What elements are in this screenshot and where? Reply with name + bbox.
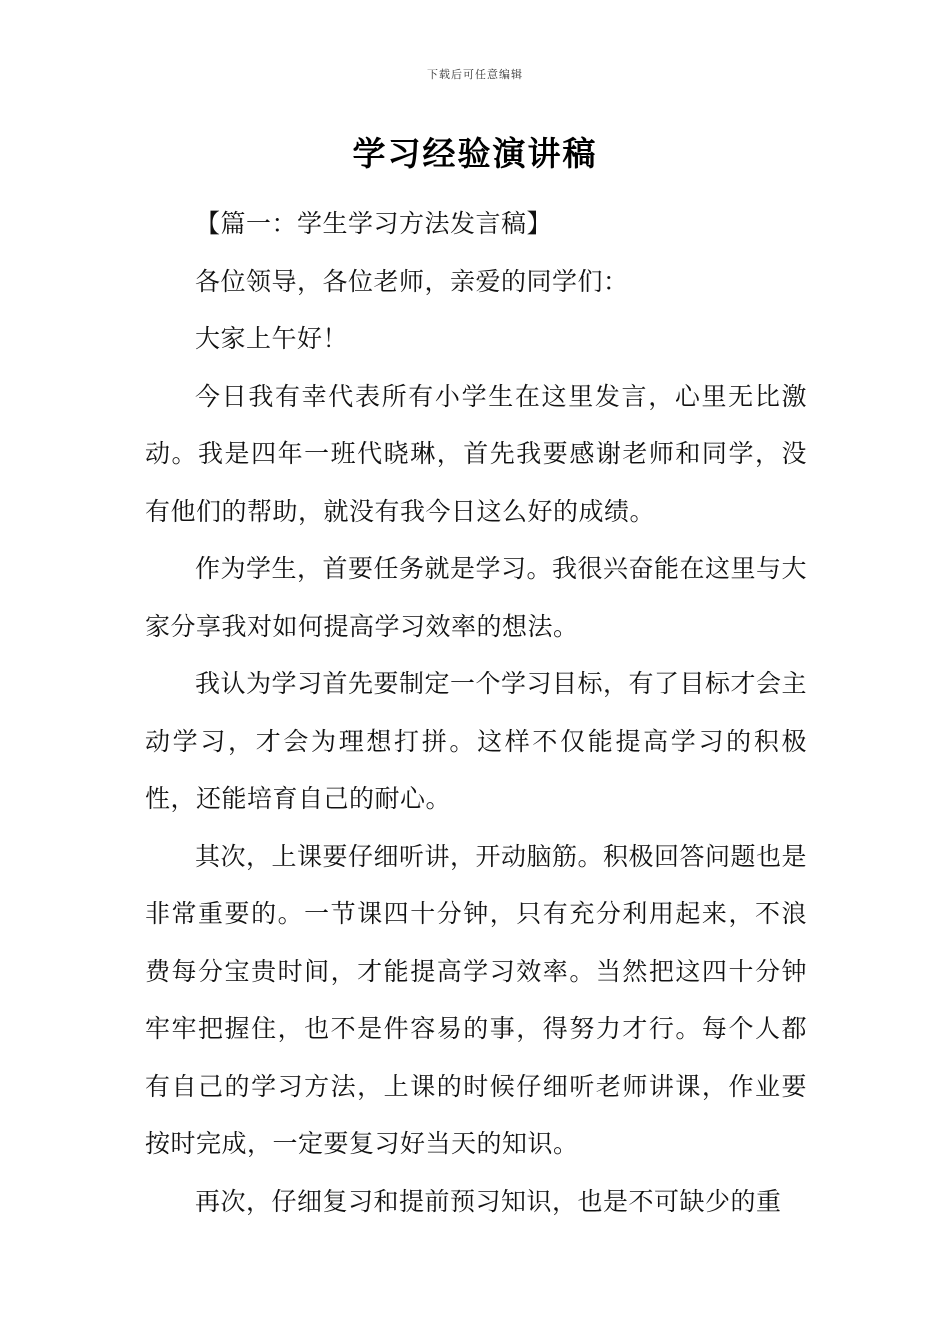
- document-body: [145, 195, 807, 1230]
- document-title: 学习经验演讲稿: [352, 134, 598, 173]
- body-paragraph: 再次，仔细复习和提前预习知识，也是不可缺少的重: [195, 1186, 782, 1216]
- body-paragraph: 今日我有幸代表所有小学生在这里发言，心里无比激动。我是四年一班代晓琳，首先我要感谢老师和同学，没有他们的帮助，就没有我今日这么好的成绩。: [145, 381, 807, 526]
- page-header-note: 下载后可任意编辑: [427, 68, 523, 81]
- greeting-paragraph: 大家上午好！: [195, 324, 349, 353]
- body-paragraph: 我认为学习首先要制定一个学习目标，有了目标才会主动学习，才会为理想打拼。这样不仅能提高学习的积极性，还能培育自己的耐心。: [145, 669, 808, 813]
- body-paragraph: 作为学生，首要任务就是学习。我很兴奋能在这里与大家分享我对如何提高学习效率的想法。: [145, 554, 808, 641]
- body-paragraph: 其次，上课要仔细听讲，开动脑筋。积极回答问题也是非常重要的。一节课四十分钟，只有充分利用起来，不浪费每分宝贵时间，才能提高学习效率。当然把这四十分钟牢牢把握住，也不是件容易的事，得努力才行。每个人都有自己的学习方法，上课的时候仔细听老师讲课，作业要按时完成，一定要复习好当天的知识。: [145, 841, 808, 1158]
- section-heading: 【篇一：学生学习方法发言稿】: [195, 209, 553, 238]
- salutation-paragraph: 各位领导，各位老师，亲爱的同学们：: [195, 266, 629, 296]
